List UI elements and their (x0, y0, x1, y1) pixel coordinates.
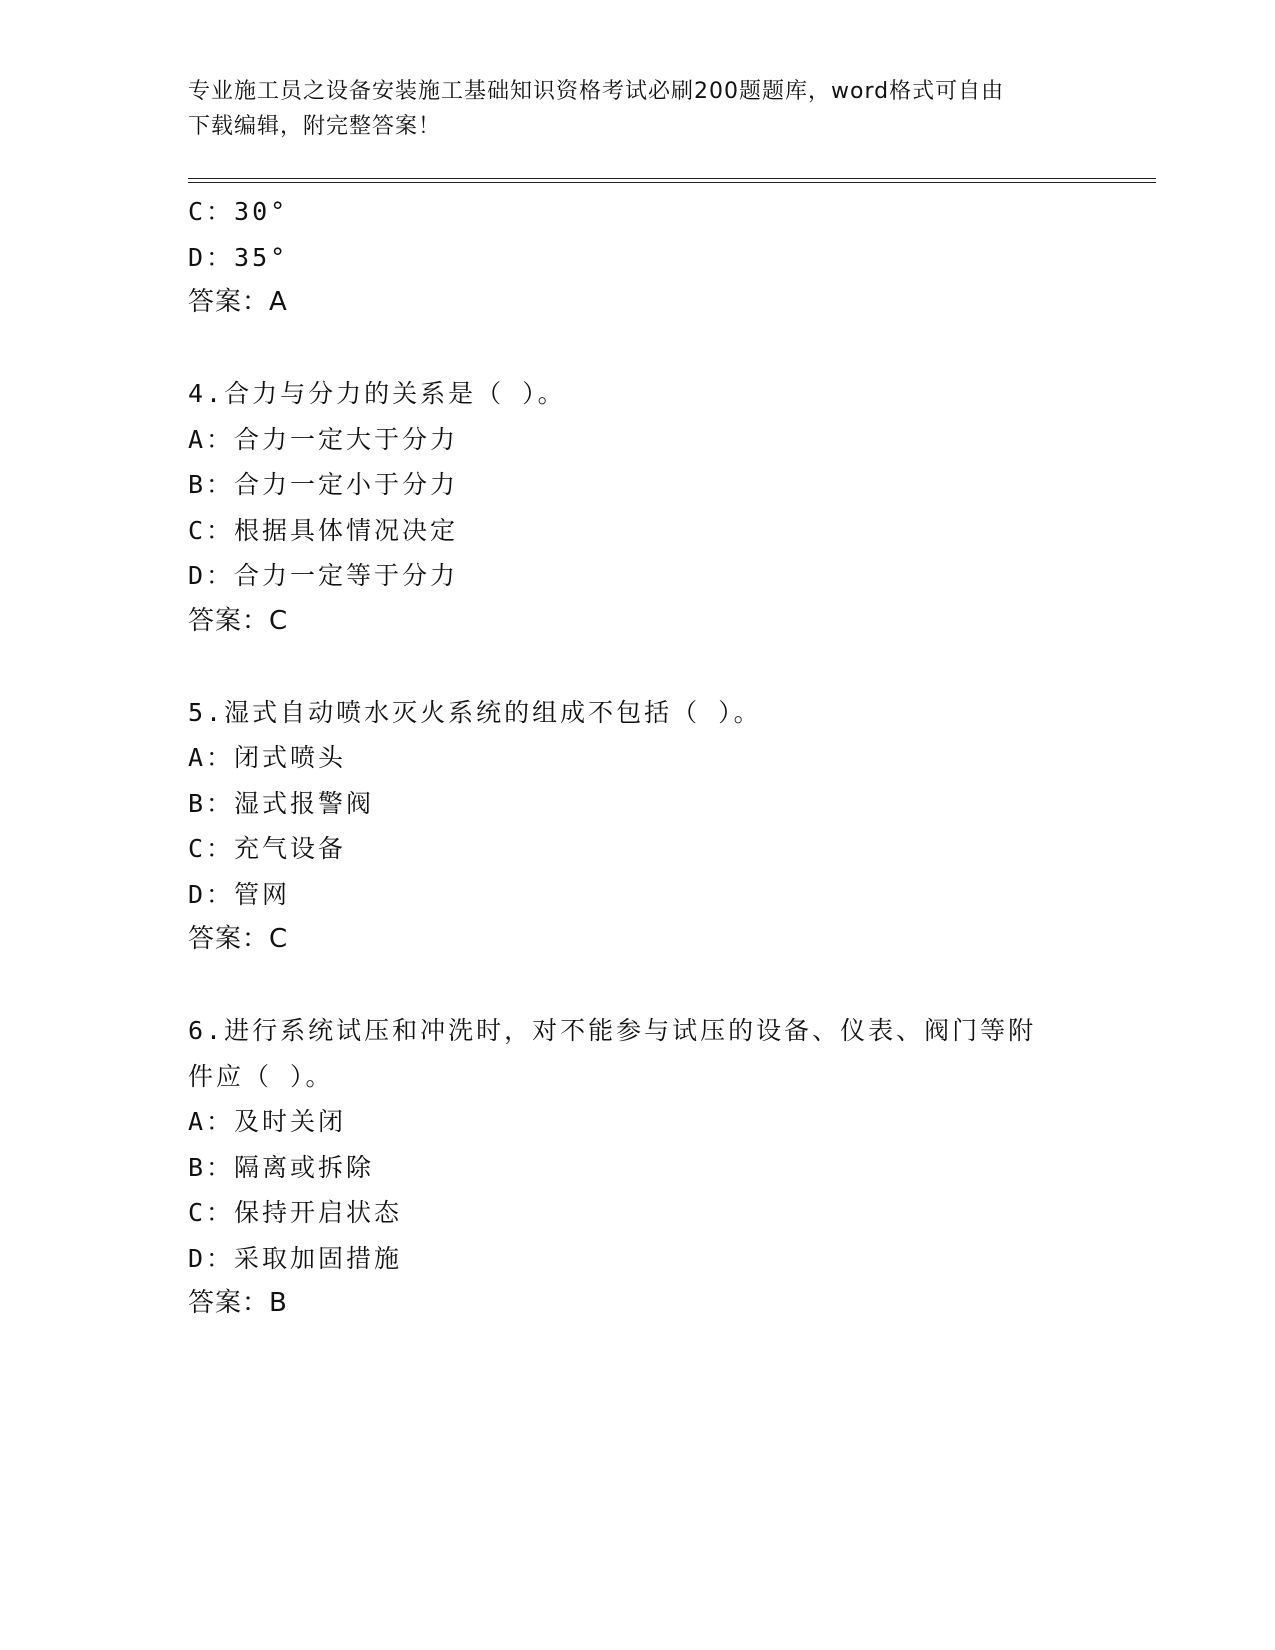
question-stem: 4.合力与分力的关系是（ ）。 (188, 379, 566, 408)
header-title-line-1: 专业施工员之设备安装施工基础知识资格考试必刷200题题库，word格式可自由 (188, 79, 1005, 104)
option-d: D：35° (188, 242, 289, 272)
option-b: B：隔离或拆除 (188, 1152, 375, 1182)
answer-line: 答案：C (188, 924, 289, 954)
header-divider-top (188, 178, 1156, 179)
option-a: A：及时关闭 (188, 1107, 347, 1136)
answer-line: 答案：B (188, 1288, 288, 1318)
option-a: A：闭式喷头 (188, 743, 347, 772)
answer-line: 答案：C (188, 605, 289, 636)
question-content (188, 189, 1156, 1327)
header-title-line-2: 下载编辑，附完整答案！ (188, 114, 442, 139)
question-6 (188, 1008, 1156, 1327)
question-stem: 6.进行系统试压和冲洗时，对不能参与试压的设备、仪表、阀门等附 (188, 1016, 1037, 1045)
option-a: A：合力一定大于分力 (188, 424, 459, 454)
option-b: B：合力一定小于分力 (188, 470, 459, 499)
option-c: C：根据具体情况决定 (188, 515, 459, 545)
option-c: C：保持开启状态 (188, 1198, 403, 1227)
question-stem-continued: 件应（ ）。 (188, 1061, 334, 1091)
question-4 (188, 371, 1156, 644)
option-d: D：合力一定等于分力 (188, 561, 459, 590)
option-c: C：充气设备 (188, 834, 347, 863)
spacer (188, 326, 1156, 372)
header-divider-bottom (188, 182, 1156, 183)
option-d: D：管网 (188, 879, 291, 909)
question-5 (188, 690, 1156, 963)
question-stem: 5.湿式自动喷水灭火系统的组成不包括（ ）。 (188, 697, 762, 727)
option-c: C：30° (188, 197, 289, 226)
answer-line: 答案：A (188, 287, 288, 317)
option-d: D：采取加固措施 (188, 1243, 403, 1273)
spacer (188, 644, 1156, 690)
document-header (188, 74, 1088, 144)
spacer (188, 963, 1156, 1009)
option-b: B：湿式报警阀 (188, 788, 375, 818)
question-3-continued (188, 189, 1156, 326)
